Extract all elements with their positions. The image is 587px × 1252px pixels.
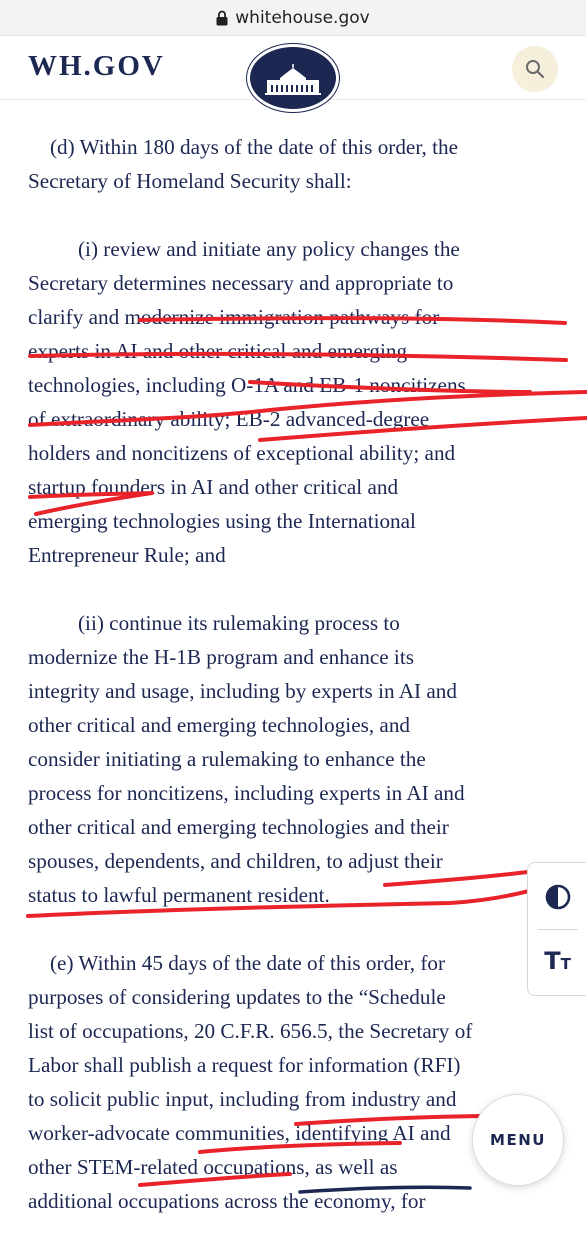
text-line: status to lawful permanent resident. — [28, 883, 330, 907]
text-line: other critical and emerging technologies and their — [28, 815, 449, 839]
contrast-icon — [545, 884, 571, 910]
paragraph-d-ii — [28, 606, 548, 912]
clipped-line — [28, 90, 548, 104]
text-line: integrity and usage, including by experts in AI and — [28, 679, 457, 703]
text-line: additional occupations across the economy, for — [28, 1189, 426, 1213]
search-button[interactable] — [512, 46, 558, 92]
text-line: list of occupations, 20 C.F.R. 656.5, the Secretary of — [28, 1019, 473, 1043]
text-line: technologies, including O-1A and EB-1 noncitizens — [28, 373, 466, 397]
text-line: holders and noncitizens of exceptional ability; and — [28, 441, 456, 465]
text-line: other critical and emerging technologies, and — [28, 713, 411, 737]
text-line: worker-advocate communities, identifying AI and — [28, 1121, 451, 1145]
text-line: clarify and modernize immigration pathways for — [28, 305, 440, 329]
text-size-icon: TT — [544, 947, 571, 975]
text-line: process for noncitizens, including experts in AI and — [28, 781, 465, 805]
text-line: (ii) continue its rulemaking process to — [78, 611, 400, 635]
paragraph-e — [28, 946, 548, 1218]
text-line: (d) Within 180 days of the date of this order, the — [50, 135, 459, 159]
paragraph-d — [28, 130, 548, 198]
menu-button[interactable]: MENU — [472, 1094, 564, 1186]
text-line: of extraordinary ability; EB-2 advanced-degree — [28, 407, 430, 431]
site-wordmark[interactable]: WH.GOV — [28, 50, 165, 82]
browser-url-bar[interactable] — [0, 0, 586, 36]
toolbar-divider — [538, 929, 578, 930]
text-line: emerging technologies using the International — [28, 509, 416, 533]
text-line: Entrepreneur Rule; and — [28, 543, 226, 567]
text-line: startup founders in AI and other critical and — [28, 475, 399, 499]
text-line: purposes of considering updates to the “Schedule — [28, 985, 446, 1009]
text-line: other STEM-related occupations, as well as — [28, 1155, 398, 1179]
text-line: Secretary of Homeland Security shall: — [28, 169, 352, 193]
url-text: whitehouse.gov — [235, 7, 370, 28]
search-icon — [525, 59, 545, 79]
text-line: (e) Within 45 days of the date of this order, for — [50, 951, 446, 975]
text-size-button[interactable] — [528, 931, 587, 991]
text-line: (i) review and initiate any policy changes the — [78, 237, 460, 261]
text-line: experts in AI and other critical and emerging — [28, 339, 408, 363]
lock-icon — [216, 10, 228, 26]
text-line: spouses, dependents, and children, to adjust their — [28, 849, 443, 873]
paragraph-d-i — [28, 232, 548, 572]
article-body — [28, 90, 548, 1252]
accessibility-toolbar — [527, 862, 586, 996]
text-line: consider initiating a rulemaking to enhance the — [28, 747, 426, 771]
contrast-toggle-button[interactable] — [528, 867, 587, 927]
text-line: Labor shall publish a request for information (RFI) — [28, 1053, 461, 1077]
text-line: Secretary determines necessary and appropriate to — [28, 271, 454, 295]
text-line: modernize the H-1B program and enhance its — [28, 645, 414, 669]
text-line: to solicit public input, including from industry and — [28, 1087, 457, 1111]
